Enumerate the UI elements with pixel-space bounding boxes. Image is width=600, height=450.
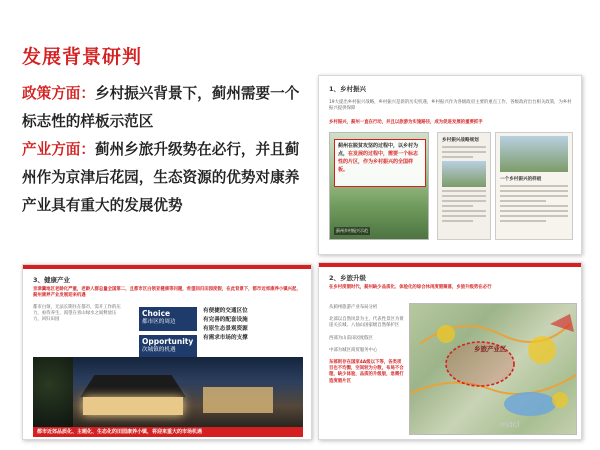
- card-health-industry: [22, 264, 312, 440]
- card1-heading: 1、乡村振兴: [329, 85, 367, 93]
- card2-analysis: [329, 305, 405, 391]
- card1-photo: [329, 132, 429, 240]
- advantage-item: 有完善的配套设施: [203, 317, 248, 323]
- card1-photo-box: [334, 139, 426, 187]
- card2-p3: 西部为山前田园度假区: [329, 335, 373, 341]
- card2-subtitle: 在乡村度假时代，蓟州缺少品质化、体验化的综合休闲度假聚落，乡旅升级势在必行: [329, 285, 492, 290]
- badge-opportunity-sub: 次城镇的机遇: [142, 347, 176, 353]
- badge-choice-sub: 都市区的周边: [142, 319, 176, 325]
- map-hotspot: [552, 392, 568, 408]
- badge-opportunity: [139, 335, 197, 359]
- card3-caption: 都市近郊品质化、主题化、生态化的田园康养小镇，将迎来重大的市场机遇: [33, 427, 303, 437]
- advantage-item: 有原生态景观资源: [203, 326, 248, 332]
- watermark: mdcl: [500, 420, 520, 429]
- newspaper-clipping-2: [495, 132, 573, 240]
- news-title-1: 乡村振兴战略规划: [442, 138, 479, 143]
- newspaper-clipping-1: [437, 132, 491, 240]
- news-photo-1: [442, 161, 486, 187]
- map-hotspot: [528, 336, 556, 364]
- map-hotspot: [437, 325, 455, 343]
- card2-heading: 2、乡旅升级: [329, 274, 367, 282]
- advantage-item: 有便捷的交通区位: [203, 308, 248, 314]
- lead-text: [22, 80, 312, 220]
- news-photo-2: [500, 136, 568, 172]
- card2-p2: 北部以自然风景为主，代表性景区为黄崖关长城、八仙山国家级自然保护区: [329, 317, 404, 329]
- badge-choice-title: Choice: [142, 309, 171, 318]
- map-lake: [504, 392, 556, 416]
- card3-heading: 3、健康产业: [33, 276, 71, 284]
- tourism-map: [409, 303, 577, 435]
- advantage-list: [203, 307, 303, 343]
- card3-resort-photo: [33, 357, 303, 427]
- card2-p1: 从蓟州旅游产业布局分析: [329, 305, 378, 310]
- card2-p5: 东部则存在国家4A级以下等，各类项目也不均衡，空间较为分散，布局不合理，缺少体验、品质的升级版，急需打造度假片区: [329, 360, 404, 384]
- card-rural-tourism-upgrade: [318, 262, 582, 440]
- news-title-2: 一个乡村振兴的样板: [500, 177, 542, 182]
- card2-p4: 中部为城区商贸服务中心: [329, 347, 378, 353]
- card1-photo-line3: 在发展的过程中，需要一个标志性的片区，作为乡村振兴的全国样板。: [338, 151, 419, 173]
- page-title: 发展背景研判: [22, 46, 143, 68]
- advantage-item: 有需求市场的支撑: [203, 335, 248, 341]
- policy-label: 政策方面：: [22, 85, 95, 102]
- card-rural-revitalization: [318, 75, 582, 255]
- card1-intro: 19大提出乡村振兴战略，乡村振兴是新的历史机遇，乡村振兴作为各级政府主要的重点工作，各级政府出台相关政策，为乡村振兴提供保障: [329, 100, 572, 112]
- card1-banner: 乡村振兴，蓟州一直在行动，并且以旅游为实施路径，成为促进发展的重要抓手: [329, 120, 483, 125]
- map-marker: [550, 314, 574, 332]
- industry-text: 蓟州乡旅升级势在必行，并且蓟州作为京津后花园，生态资源的优势对康养产业具有重大的发展优势: [22, 141, 300, 214]
- policy-text: 乡村振兴背景下，蓟州需要一个标志性的样板示范区: [22, 85, 300, 130]
- card3-text: 都市白领，无法长期住在都市，需开工作的压力，亟待养生，渴望在青山绿水之间释放压力，回归田园: [33, 305, 121, 323]
- card3-subtitle: 京津冀地区老龄化严重，老龄人群总量全国第二，且都市区白领亚健康等问题，希望回归田园度假，在此背景下，都市近郊康养小镇兴起，蓟州康养产业发展迎来机遇: [33, 287, 301, 299]
- map-label: 乡旅产业区: [474, 345, 507, 353]
- badge-opportunity-title: Opportunity: [142, 337, 194, 346]
- industry-label: 产业方面：: [22, 141, 95, 158]
- card1-photo-caption: 蓟州乡村振兴示范: [336, 228, 368, 233]
- card1-photo-line2: 以乡村为点，: [338, 143, 419, 157]
- card1-photo-line1: 蓟州在脱贫攻坚的过程中，: [338, 143, 399, 149]
- badge-choice: [139, 307, 197, 331]
